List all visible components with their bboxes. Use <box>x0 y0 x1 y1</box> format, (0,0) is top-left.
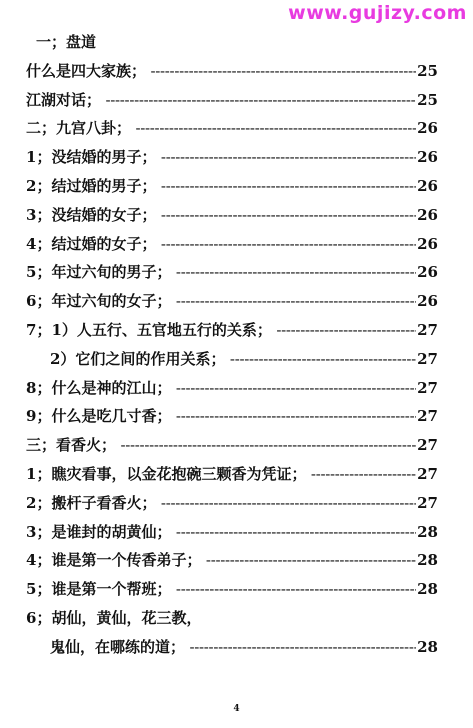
toc-entry-number: 3 <box>26 522 37 541</box>
toc-entry-title <box>50 633 438 662</box>
toc-entry-number: 5 <box>26 580 37 599</box>
toc-entry-page: 25 <box>416 86 438 115</box>
toc-entry-number: 6 <box>26 608 37 627</box>
toc-entry-label: ；什么是神的江山； <box>36 378 172 397</box>
toc-entry-page: 26 <box>416 258 438 287</box>
toc-entry-page: 27 <box>416 374 438 403</box>
toc-entry-title <box>26 114 438 143</box>
toc-entry <box>26 431 438 460</box>
toc-entry-title <box>50 345 438 374</box>
toc-entry <box>26 518 438 547</box>
toc-entry-label: 鬼仙，在哪练的道； <box>50 637 186 656</box>
toc-entry-title <box>26 258 438 287</box>
toc-entry-title <box>26 518 438 547</box>
toc-entry <box>26 402 438 431</box>
toc-entry-title <box>26 57 438 86</box>
toc-entry <box>26 86 438 115</box>
toc-entry-label: 三；看香火； <box>26 436 117 455</box>
toc-entry-number: 8 <box>26 378 37 397</box>
toc-entry <box>26 575 438 604</box>
toc-entry-number: 1 <box>26 148 37 167</box>
toc-entry-number: 3 <box>26 205 37 224</box>
toc-entry-page: 28 <box>416 633 438 662</box>
toc-entry-title <box>26 431 438 460</box>
toc-entry-label: 什么是四大家族； <box>26 61 147 80</box>
toc-entry-label: ；瞧灾看事，以金花抱碗三颗香为凭证； <box>36 464 307 483</box>
toc-entry-title <box>26 287 438 316</box>
toc-entry <box>26 345 438 374</box>
toc-entry-number: 5 <box>26 263 37 282</box>
toc-entry-label: ；是谁封的胡黄仙； <box>36 522 172 541</box>
toc-entry-page: 27 <box>416 316 438 345</box>
toc-entry <box>26 114 438 143</box>
toc-entry <box>26 258 438 287</box>
toc-entry-label: ；结过婚的男子； <box>36 176 157 195</box>
toc-entry-number: 4 <box>26 234 37 253</box>
toc-entry-number: 7 <box>26 320 37 339</box>
toc-entry <box>26 460 438 489</box>
toc-entry-page: 26 <box>416 230 438 259</box>
toc-entry-label: ；胡仙，黄仙，花三教， <box>36 608 202 627</box>
toc-entry-page: 28 <box>416 518 438 547</box>
toc-entry-number: 4 <box>26 551 37 570</box>
toc-entry-number: 2 <box>26 493 37 512</box>
toc-entry-label: ；没结婚的男子； <box>36 148 157 167</box>
toc-entry-title <box>26 86 438 115</box>
toc-entry <box>26 28 438 57</box>
toc-entry-label: ；什么是吃几寸香； <box>36 407 172 426</box>
toc-entry-page: 26 <box>416 287 438 316</box>
toc-entry-page: 26 <box>416 201 438 230</box>
toc-entry-page: 26 <box>416 114 438 143</box>
toc-entry-title <box>26 316 438 345</box>
toc-entry-label: 二；九宫八卦； <box>26 119 132 138</box>
toc-entry-page: 25 <box>416 57 438 86</box>
toc-entry-number: 1 <box>26 464 37 483</box>
toc-entry-title <box>26 575 438 604</box>
toc-entry-number: 9 <box>26 407 37 426</box>
toc-entry-title <box>26 546 438 575</box>
toc-entry <box>26 604 438 633</box>
toc-entry-title <box>26 143 438 172</box>
toc-entry-label: 江湖对话； <box>26 90 102 109</box>
toc-entry-label: ；结过婚的女子； <box>36 234 157 253</box>
table-of-contents <box>26 28 438 662</box>
toc-entry-page: 28 <box>416 575 438 604</box>
toc-entry <box>26 489 438 518</box>
toc-entry-label: ；没结婚的女子； <box>36 205 157 224</box>
toc-entry-title <box>26 604 201 633</box>
site-watermark: www.gujizy.com <box>288 2 467 24</box>
toc-entry <box>26 230 438 259</box>
toc-entry-label: ；1）人五行、五官地五行的关系； <box>36 320 272 339</box>
toc-entry-title <box>26 402 438 431</box>
toc-entry-page: 26 <box>416 143 438 172</box>
toc-entry <box>26 546 438 575</box>
toc-entry-title <box>26 374 438 403</box>
toc-entry-page: 27 <box>416 431 438 460</box>
toc-entry <box>26 633 438 662</box>
toc-entry-page: 27 <box>416 489 438 518</box>
toc-entry-title <box>26 460 438 489</box>
toc-entry-title <box>26 489 438 518</box>
toc-entry-label: ；谁是第一个传香弟子； <box>36 551 202 570</box>
toc-entry-label: ；谁是第一个帮班； <box>36 580 172 599</box>
toc-entry <box>26 201 438 230</box>
toc-entry <box>26 172 438 201</box>
toc-entry-label: 一；盘道 <box>36 33 97 51</box>
toc-entry-label: 2）它们之间的作用关系； <box>50 349 226 368</box>
toc-entry-title <box>36 28 96 57</box>
toc-entry-page: 26 <box>416 172 438 201</box>
toc-entry-title <box>26 201 438 230</box>
toc-entry <box>26 374 438 403</box>
toc-entry <box>26 143 438 172</box>
toc-entry-number: 2 <box>26 176 37 195</box>
toc-entry-page: 27 <box>416 345 438 374</box>
toc-entry <box>26 287 438 316</box>
toc-entry-number: 6 <box>26 292 37 311</box>
toc-entry <box>26 57 438 86</box>
toc-entry-page: 27 <box>416 460 438 489</box>
toc-entry-label: ；年过六旬的男子； <box>36 263 172 282</box>
page-number: 4 <box>233 704 240 714</box>
toc-entry-title <box>26 230 438 259</box>
toc-entry-page: 27 <box>416 402 438 431</box>
toc-entry-title <box>26 172 438 201</box>
toc-entry-page: 28 <box>416 546 438 575</box>
toc-entry-label: ；搬杆子看香火； <box>36 493 157 512</box>
toc-entry <box>26 316 438 345</box>
toc-entry-label: ；年过六旬的女子； <box>36 292 172 311</box>
